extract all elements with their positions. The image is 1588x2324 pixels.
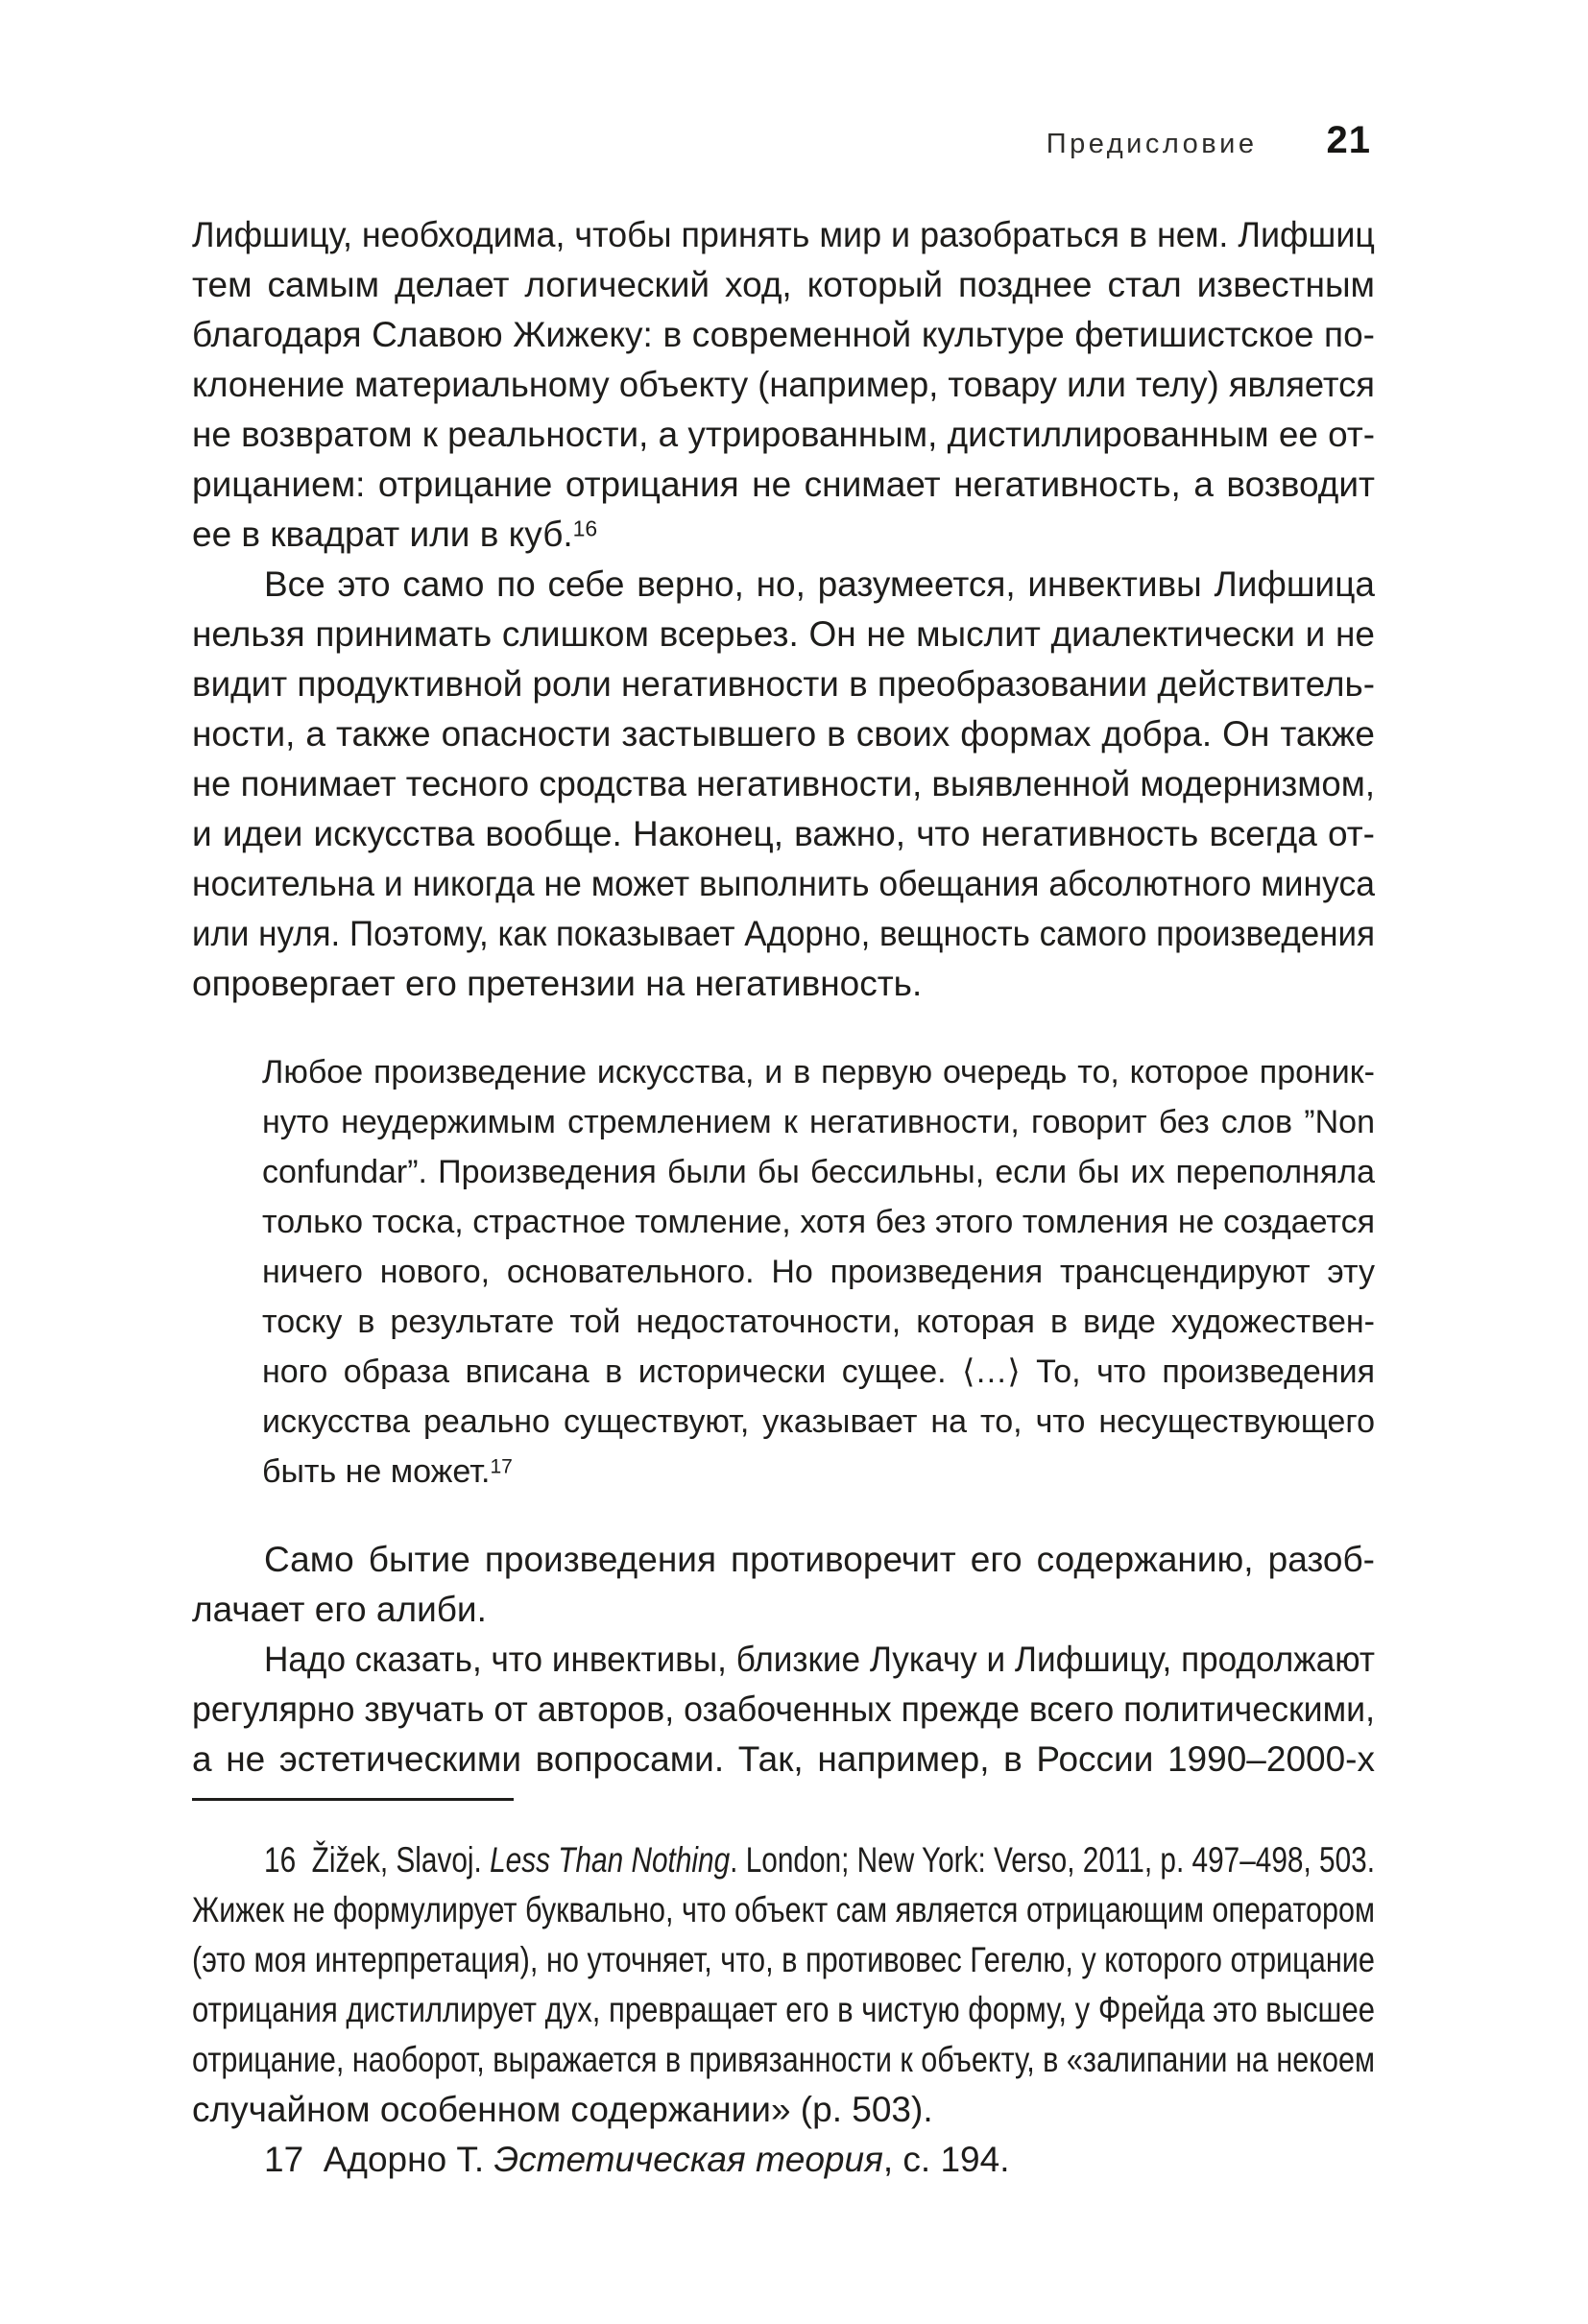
text-line: лачает его алиби.: [192, 1590, 487, 1629]
text-line: отрицания дистиллирует дух, превращает его в чистую форму, у Фрейда это высшее: [192, 1990, 1375, 2029]
text-line: не понимает тесного сродства негативности, выявленной модернизмом,: [192, 764, 1375, 803]
text-line: тоску в результате той недостаточности, которая в виде художествен-: [262, 1304, 1375, 1340]
text-line: Жижек не формулирует буквально, что объект сам является отрицающим оператором: [192, 1890, 1375, 1929]
text-line: Лифшицу, необходима, чтобы принять мир и разобраться в нем. Лифшиц: [192, 215, 1375, 254]
text-line: рицанием: отрицание отрицания не снимает негативность, а возводит: [192, 465, 1375, 504]
text-line: а не эстетическими вопросами. Так, например, в России 1990–2000-х: [192, 1739, 1375, 1779]
text-line: Надо сказать, что инвективы, близкие Лукачу и Лифшицу, продолжают: [264, 1640, 1375, 1679]
text-line: не возвратом к реальности, а утрированным, дистиллированным ее от-: [192, 415, 1375, 454]
paragraph: [192, 210, 1375, 560]
footnote-reference: 17: [490, 1455, 513, 1478]
footnote-item: [192, 2135, 1375, 2185]
text-line: нуто неудержимым стремлением к негативности, говорит без слов ”Non: [262, 1104, 1375, 1140]
text-line: ности, а также опасности застывшего в своих формах добра. Он также: [192, 714, 1375, 754]
italic-text: Эстетическая теория: [493, 2140, 883, 2179]
text-line: отрицание, наоборот, выражается в привязанности к объекту, в «залипании на некоем: [192, 2040, 1375, 2079]
text-line: confundar”. Произведения были бы бессильны, если бы их переполняла: [262, 1154, 1375, 1190]
text-line: и идеи искусства вообще. Наконец, важно, что негативность всегда от-: [192, 814, 1375, 853]
footnotes: [192, 1835, 1375, 2185]
text-line: носительна и никогда не может выполнить обещания абсолютного минуса: [192, 864, 1375, 903]
text-line: нельзя принимать слишком всерьез. Он не мыслит диалектически и не: [192, 614, 1375, 654]
text-line: 17 Адорно Т. Эстетическая теория, с. 194.: [264, 2140, 1010, 2179]
italic-text: Less Than Nothing: [490, 1840, 731, 1880]
text-line: случайном особенном содержании» (р. 503).: [192, 2090, 933, 2129]
running-head: [1047, 119, 1371, 162]
text-line: быть не может.$^{17}$: [262, 1453, 513, 1490]
text-line: Все это само по себе верно, но, разумеется, инвективы Лифшица: [264, 564, 1375, 604]
footnote-reference: 16: [572, 515, 598, 541]
text-line: ее в квадрат или в куб.$^{16}$: [192, 515, 598, 554]
text-line: ничего нового, основательного. Но произведения трансцендируют эту: [262, 1254, 1375, 1290]
footnote-item: [192, 1835, 1375, 2135]
text-line: (это моя интерпретация), но уточняет, что, в противовес Гегелю, у которого отрицание: [192, 1940, 1375, 1979]
text-line: 16 Žižek, Slavoj. Less Than Nothing. London; New York: Verso, 2011, p. 497–498, 503.: [264, 1840, 1375, 1880]
paragraph: [192, 1535, 1375, 1635]
text-line: Само бытие произведения противоречит его содержанию, разоб-: [264, 1540, 1375, 1579]
footnote-separator: [192, 1798, 514, 1801]
blockquote: [262, 1047, 1375, 1497]
text-line: видит продуктивной роли негативности в преобразовании действитель-: [192, 664, 1375, 704]
text-body: [192, 210, 1375, 1785]
paragraph: [192, 1635, 1375, 1785]
text-line: опровергает его претензии на негативность.: [192, 964, 923, 1003]
text-line: тем самым делает логический ход, который позднее стал известным: [192, 265, 1375, 304]
page-number: 21: [1326, 119, 1371, 161]
text-line: только тоска, страстное томление, хотя без этого томления не создается: [262, 1204, 1375, 1240]
text-line: или нуля. Поэтому, как показывает Адорно, вещность самого произведения: [192, 914, 1375, 953]
text-line: клонение материальному объекту (например, товару или телу) является: [192, 365, 1375, 404]
text-line: регулярно звучать от авторов, озабоченных прежде всего политическими,: [192, 1689, 1375, 1729]
text-line: ного образа вписана в исторически сущее. ⟨…⟩ То, что произведения: [262, 1354, 1375, 1390]
text-line: благодаря Славою Жижеку: в современной культуре фетишистское по-: [192, 315, 1375, 354]
text-line: Любое произведение искусства, и в первую очередь то, которое проник-: [262, 1054, 1375, 1090]
paragraph: [192, 560, 1375, 1009]
text-line: искусства реально существуют, указывает на то, что несуществующего: [262, 1403, 1375, 1440]
section-title: Предисловие: [1046, 129, 1258, 159]
page-content: [192, 210, 1375, 2185]
